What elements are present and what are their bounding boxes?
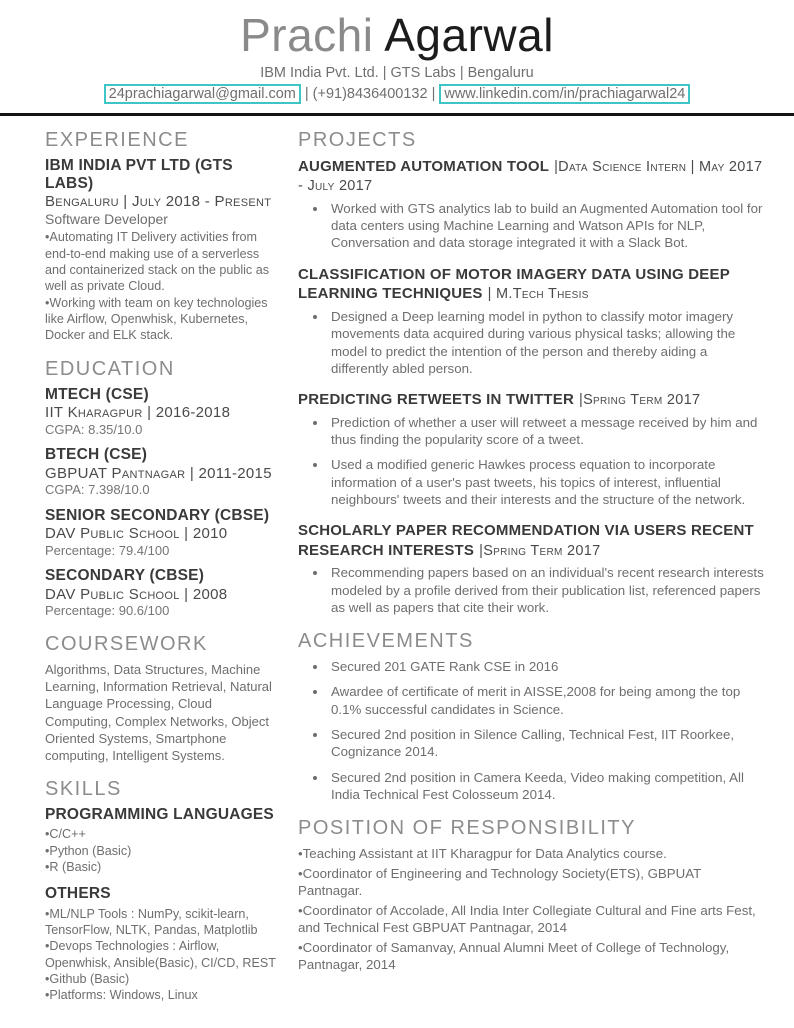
achievement-item: • Secured 2nd position in Camera Keeda, Video making competition, All India Technical Fest Colosseum 2014. — [328, 769, 766, 804]
candidate-name — [0, 10, 794, 62]
resume-body — [0, 116, 794, 1018]
project-meta: | M.Tech Thesis — [487, 286, 589, 303]
skill-item: • C/C++ — [45, 826, 282, 842]
education-entry — [45, 386, 282, 438]
project-meta: |Spring Term 2017 — [479, 542, 601, 559]
degree: SECONDARY (CBSE) — [45, 567, 205, 585]
degree: BTECH (CSE) — [45, 446, 148, 464]
skills-group-title: PROGRAMMING LANGUAGES — [45, 805, 274, 823]
responsibility-title: POSITION OF RESPONSIBILITY — [298, 817, 636, 840]
section-skills — [45, 778, 282, 1004]
email-link[interactable]: 24prachiagarwal@gmail.com — [104, 84, 301, 104]
responsibility-item: • Teaching Assistant at IIT Kharagpur for Data Analytics course. — [298, 845, 766, 863]
skill-item: • Github (Basic) — [45, 971, 282, 987]
project-title — [298, 265, 766, 304]
school-line: DAV Public School | 2010 — [45, 525, 228, 543]
skill-item: • Python (Basic) — [45, 843, 282, 859]
project — [298, 390, 766, 508]
phone-number: (+91)8436400132 — [312, 85, 428, 102]
responsibility-item: • Coordinator of Engineering and Technology Society(ETS), GBPUAT Pantnagar. — [298, 865, 766, 900]
school-line: DAV Public School | 2008 — [45, 585, 228, 603]
project-bullet: • Recommending papers based on an individual's recent research interests modeled by a profile derived from their publication list, referenced papers as well as papers that cite their work. — [328, 564, 766, 616]
responsibility-item: • Coordinator of Accolade, All India Inter Collegiate Cultural and Fine arts Fest, and Technical Fest GBPUAT Pantnagar, 2014 — [298, 902, 766, 937]
project-title — [298, 157, 766, 196]
project-name: AUGMENTED AUTOMATION TOOL — [298, 157, 550, 175]
responsibility-item: • Coordinator of Samanvay, Annual Alumni Meet of College of Technology, Pantnagar, 2014 — [298, 939, 766, 974]
school-line: GBPUAT Pantnagar | 2011-2015 — [45, 464, 272, 482]
job-bullet: • Automating IT Delivery activities from end-to-end making use of a serverless and containerized stack on the public as well as private Cloud. — [45, 229, 282, 294]
coursework-text: Algorithms, Data Structures, Machine Learning, Information Retrieval, Natural Language Processing, Cloud Computing, Complex Networks, Object Oriented Systems, Smartphone computing, Intelligent Systems. — [45, 662, 272, 763]
skills-group-others — [45, 885, 282, 1003]
project-name: PREDICTING RETWEETS IN TWITTER — [298, 391, 574, 409]
section-responsibility — [298, 817, 766, 974]
section-experience — [45, 129, 282, 344]
skill-item: • Devops Technologies : Airflow, Openwhisk, Ansible(Basic), CI/CD, REST — [45, 938, 282, 971]
project-bullet: • Used a modified generic Hawkes process equation to incorporate information of a user's past tweets, his topics of interest, influential neighbours' tweets and their interests and the structure of the network. — [328, 456, 766, 508]
contact-line — [0, 84, 794, 104]
education-entry — [45, 567, 282, 619]
education-entry — [45, 507, 282, 559]
section-achievements — [298, 630, 766, 803]
right-column — [298, 129, 766, 1018]
project-title — [298, 521, 766, 560]
project-meta: |Spring Term 2017 — [579, 392, 701, 409]
skills-group-languages — [45, 806, 282, 875]
education-title: EDUCATION — [45, 357, 175, 380]
project — [298, 521, 766, 616]
experience-title: EXPERIENCE — [45, 128, 189, 151]
company-name: IBM INDIA PVT LTD (GTS LABS) — [45, 156, 233, 192]
school-line: IIT Kharagpur | 2016-2018 — [45, 404, 231, 422]
score-line: Percentage: 79.4/100 — [45, 542, 170, 558]
education-entry — [45, 446, 282, 498]
skills-title: SKILLS — [45, 777, 122, 800]
achievement-item: • Awardee of certificate of merit in AISSE,2008 for being among the top 0.1% successful candidates in Science. — [328, 683, 766, 718]
project-name: SCHOLARLY PAPER RECOMMENDATION VIA USERS RECENT RESEARCH INTERESTS — [298, 522, 754, 559]
project-bullet: • Prediction of whether a user will retweet a message received by him and thus finding the popularity score of a tweet. — [328, 414, 766, 449]
degree: MTECH (CSE) — [45, 385, 149, 403]
achievement-item: • Secured 2nd position in Silence Calling, Technical Fest, IIT Roorkee, Cognizance 2014. — [328, 726, 766, 761]
achievements-title: ACHIEVEMENTS — [298, 630, 474, 653]
project-meta: |Data Science Intern | May 2017 - July 2017 — [298, 158, 763, 195]
resume-header — [0, 0, 794, 104]
left-column — [45, 129, 282, 1018]
contact-separator: | — [431, 85, 436, 102]
name-first: Prachi — [240, 9, 374, 61]
score-line: CGPA: 8.35/10.0 — [45, 421, 143, 437]
project-title — [298, 390, 766, 410]
job-role: Software Developer — [45, 210, 168, 227]
job-bullet: • Working with team on key technologies like Airflow, Openwhisk, Kubernetes, Docker and ELK stack. — [45, 295, 282, 344]
section-projects — [298, 129, 766, 617]
contact-separator: | — [304, 85, 309, 102]
section-coursework — [45, 633, 282, 764]
job-meta: Bengaluru | July 2018 - Present — [45, 193, 272, 211]
degree: SENIOR SECONDARY (CBSE) — [45, 506, 270, 524]
project — [298, 265, 766, 377]
affiliation-line: IBM India Pvt. Ltd. | GTS Labs | Bengaluru — [260, 64, 534, 81]
skill-item: • R (Basic) — [45, 859, 282, 875]
section-education — [45, 358, 282, 619]
achievement-item: • Secured 201 GATE Rank CSE in 2016 — [328, 658, 766, 675]
linkedin-link[interactable]: www.linkedin.com/in/prachiagarwal24 — [439, 84, 690, 104]
score-line: CGPA: 7.398/10.0 — [45, 482, 150, 498]
project-name: CLASSIFICATION OF MOTOR IMAGERY DATA USING DEEP LEARNING TECHNIQUES — [298, 265, 730, 303]
skill-item: • ML/NLP Tools : NumPy, scikit-learn, TensorFlow, NLTK, Pandas, Matplotlib — [45, 906, 282, 939]
project-bullet: • Worked with GTS analytics lab to build an Augmented Automation tool for data centers using Machine Learning and Watson APIs for NLP, Conversation and data storage integrated it with a Slack Bot. — [328, 200, 766, 252]
name-last: Agarwal — [384, 9, 554, 61]
project — [298, 157, 766, 252]
projects-title: PROJECTS — [298, 128, 417, 151]
score-line: Percentage: 90.6/100 — [45, 603, 170, 619]
project-bullet: • Designed a Deep learning model in python to classify motor imagery movements data acquired during various physical tasks; allowing the model to predict the intention of the person and thereby aiding a differently abled person. — [328, 308, 766, 377]
coursework-title: COURSEWORK — [45, 633, 208, 656]
skill-item: • Platforms: Windows, Linux — [45, 987, 282, 1003]
skills-group-title: OTHERS — [45, 885, 111, 903]
